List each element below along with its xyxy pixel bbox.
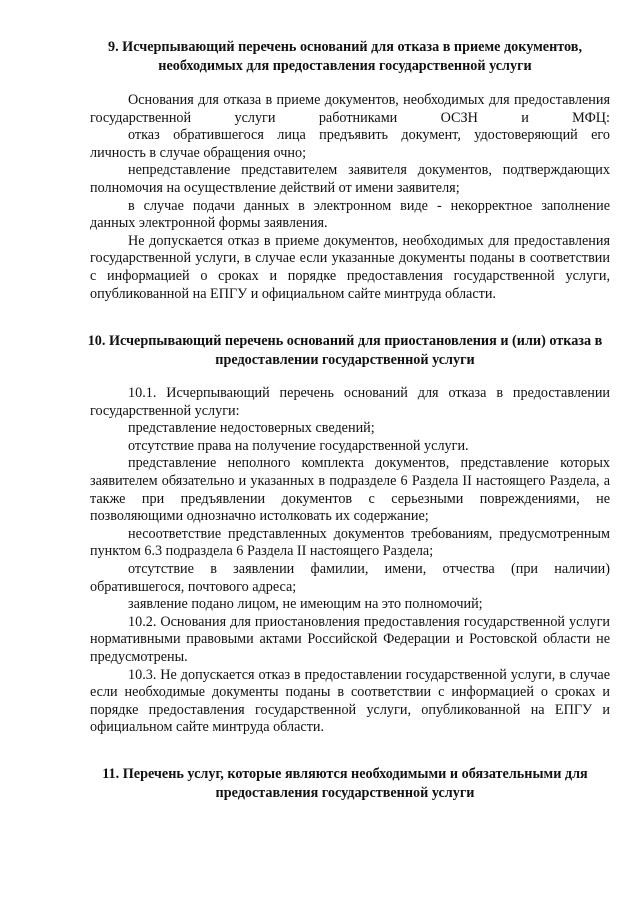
paragraph: несоответствие представленных документов требованиям, предусмотренным пунктом 6.3 подраздела 6 Раздела II настоящего Раздела; [90, 525, 610, 560]
paragraph: в случае подачи данных в электронном виде - некорректное заполнение данных электронной формы заявления. [90, 197, 610, 232]
paragraph: представление неполного комплекта документов, представление которых заявителем обязательно и указанных в подразделе 6 Раздела II настоящего Раздела, а также при предъявлении документов с серьезными повреждениями, не позволяющими однозначно истолковать их содержание; [90, 455, 610, 525]
paragraph: 10.1. Исчерпывающий перечень оснований для отказа в предоставлении государственной услуги: [90, 385, 610, 419]
paragraph: 10.2. Основания для приостановления предоставления государственной услуги нормативными правовыми актами Российской Федерации и Ростовской области не предусмотрены. [90, 613, 610, 665]
paragraph: непредставление представителем заявителя документов, подтверждающих полномочия на осуществление действий от имени заявителя; [90, 162, 610, 196]
paragraph: Основания для отказа в приеме документов, необходимых для предоставления государственной услуги работниками ОСЗН и МФЦ: [90, 92, 610, 126]
section-11-heading: 11. Перечень услуг, которые являются необходимыми и обязательными для предоставления государственной услуги [102, 766, 588, 801]
paragraph: Не допускается отказ в приеме документов, необходимых для предоставления государственной услуги, в случае если указанные документы поданы в соответствии с информацией о сроках и порядке предоставления государственной услуги, опубликованной на ЕПГУ и официальном сайте минтруда области. [90, 232, 610, 302]
paragraph: 10.3. Не допускается отказ в предоставлении государственной услуги, в случае если необходимые документы поданы в соответствии с информацией о сроках и порядке предоставления государственной услуги, опубликованной на ЕПГУ и официальном сайте минтруда области. [90, 666, 610, 736]
paragraph: отсутствие права на получение государственной услуги. [128, 437, 469, 454]
paragraph: заявление подано лицом, не имеющим на это полномочий; [128, 596, 483, 613]
section-10-body [90, 385, 610, 737]
section-10-heading: 10. Исчерпывающий перечень оснований для приостановления и (или) отказа в предоставлении государственной услуги [87, 333, 603, 368]
section-9-heading: 9. Исчерпывающий перечень оснований для отказа в приеме документов, необходимых для предоставления государственной услуги [107, 39, 582, 74]
paragraph: отказ обратившегося лица предъявить документ, удостоверяющий его личность в случае обращения очно; [90, 127, 610, 161]
section-9-body [90, 92, 610, 303]
paragraph: отсутствие в заявлении фамилии, имени, отчества (при наличии) обратившегося, почтового адреса; [90, 560, 610, 595]
paragraph: представление недостоверных сведений; [128, 420, 375, 437]
